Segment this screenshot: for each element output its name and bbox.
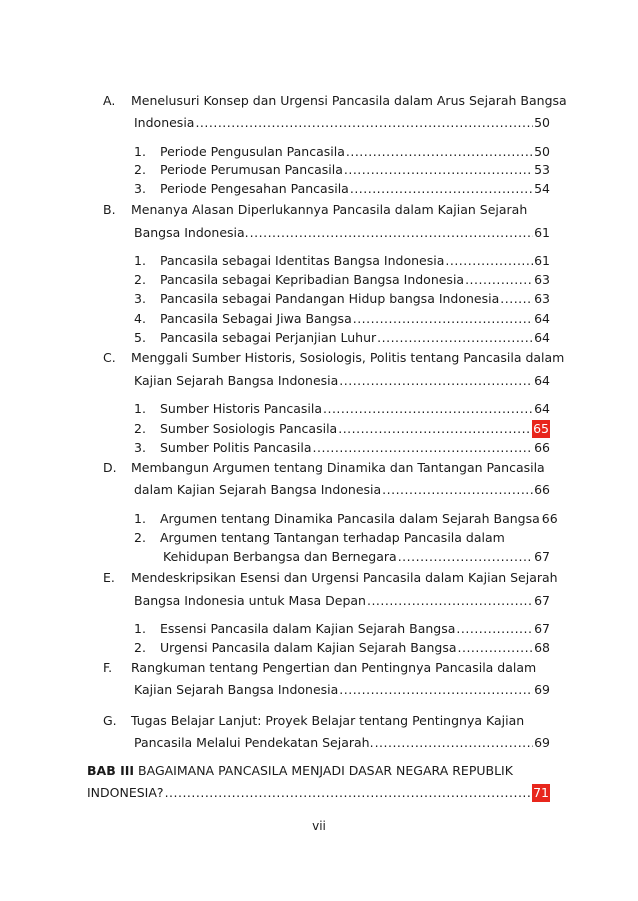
section-title: Mendeskripsikan Esensi dan Urgensi Pancasila dalam Kajian Sejarah xyxy=(131,570,558,585)
entry-text: Kajian Sejarah Bangsa Indonesia xyxy=(134,373,339,388)
page-number: 50 xyxy=(534,115,550,130)
entry-text: Urgensi Pancasila dalam Kajian Sejarah Bangsa xyxy=(160,640,457,655)
section-letter: C. xyxy=(103,350,116,365)
chapter-label: BAB III xyxy=(87,763,135,778)
page-number: 67 xyxy=(534,549,550,564)
entry-text: INDONESIA? xyxy=(87,785,164,800)
item-number: 1. xyxy=(134,144,146,159)
toc-entry[interactable] xyxy=(160,510,558,528)
toc-entry[interactable] xyxy=(87,784,550,802)
page-number: 63 xyxy=(534,272,550,287)
section-letter: A. xyxy=(103,93,116,108)
dot-leader xyxy=(367,592,533,610)
entry-text: Argumen tentang Tantangan terhadap Pancasila dalam xyxy=(160,530,505,545)
dot-leader xyxy=(458,639,534,657)
toc-entry[interactable] xyxy=(160,400,550,418)
entry-text: Sumber Historis Pancasila xyxy=(160,401,323,416)
item-number: 5. xyxy=(134,330,146,345)
item-number: 1. xyxy=(134,621,146,636)
page-footer-number: vii xyxy=(312,819,326,833)
entry-text: Periode Perumusan Pancasila xyxy=(160,162,343,177)
section-letter: G. xyxy=(103,713,117,728)
dot-leader xyxy=(500,290,533,308)
page-number: 67 xyxy=(534,593,550,608)
dot-leader xyxy=(346,143,533,161)
entry-text: Essensi Pancasila dalam Kajian Sejarah Bangsa xyxy=(160,621,456,636)
section-title: Menggali Sumber Historis, Sosiologis, Politis tentang Pancasila dalam xyxy=(131,350,565,365)
item-number: 3. xyxy=(134,291,146,306)
section-title: Menanya Alasan Diperlukannya Pancasila dalam Kajian Sejarah xyxy=(131,202,528,217)
section-title: Rangkuman tentang Pengertian dan Pentingnya Pancasila dalam xyxy=(131,660,537,675)
toc-entry[interactable] xyxy=(160,252,550,270)
dot-leader xyxy=(323,400,533,418)
page-number: 68 xyxy=(534,640,550,655)
item-number: 2. xyxy=(134,272,146,287)
dot-leader xyxy=(344,161,533,179)
dot-leader xyxy=(375,734,534,752)
page-number: 53 xyxy=(534,162,550,177)
dot-leader xyxy=(398,548,533,566)
toc-entry[interactable] xyxy=(160,290,550,308)
section-letter: F. xyxy=(103,660,113,675)
item-number: 1. xyxy=(134,253,146,268)
item-number: 2. xyxy=(134,640,146,655)
item-number: 3. xyxy=(134,440,146,455)
section-title: Tugas Belajar Lanjut: Proyek Belajar tentang Pentingnya Kajian xyxy=(131,713,525,728)
entry-text: Indonesia xyxy=(134,115,195,130)
toc-entry[interactable] xyxy=(160,271,550,289)
toc-entry[interactable] xyxy=(160,180,550,198)
page-number: 61 xyxy=(534,225,550,240)
item-number: 2. xyxy=(134,162,146,177)
section-title: Menelusuri Konsep dan Urgensi Pancasila dalam Arus Sejarah Bangsa xyxy=(131,93,567,108)
entry-text: Pancasila sebagai Identitas Bangsa Indonesia xyxy=(160,253,445,268)
entry-text: dalam Kajian Sejarah Bangsa Indonesia xyxy=(134,482,382,497)
section-title: Membangun Argumen tentang Dinamika dan Tantangan Pancasila xyxy=(131,460,545,475)
page-number: 61 xyxy=(534,253,550,268)
entry-text: Pancasila Melalui Pendekatan Sejarah. xyxy=(134,735,374,750)
page-number: 64 xyxy=(534,330,550,345)
entry-text: Kajian Sejarah Bangsa Indonesia xyxy=(134,682,339,697)
page-number: 63 xyxy=(534,291,550,306)
dot-leader xyxy=(339,372,533,390)
entry-text: Argumen tentang Dinamika Pancasila dalam Sejarah Bangsa xyxy=(160,511,540,526)
dot-leader xyxy=(339,681,533,699)
page-number: 64 xyxy=(534,401,550,416)
toc-entry[interactable] xyxy=(134,481,550,499)
chapter-heading xyxy=(87,762,513,780)
toc-entry[interactable] xyxy=(160,639,550,657)
toc-entry[interactable] xyxy=(134,224,550,242)
dot-leader xyxy=(445,252,533,270)
page-number: 66 xyxy=(534,482,550,497)
toc-entry[interactable] xyxy=(134,592,550,610)
dot-leader xyxy=(338,420,531,438)
entry-text: Bangsa Indonesia untuk Masa Depan xyxy=(134,593,366,608)
item-number: 2. xyxy=(134,421,146,436)
entry-text: Bangsa Indonesia. xyxy=(134,225,249,240)
toc-entry[interactable] xyxy=(160,329,550,347)
page-number-highlighted: 71 xyxy=(533,785,549,800)
dot-leader xyxy=(250,224,533,242)
toc-entry[interactable] xyxy=(160,620,550,638)
chapter-title: BAGAIMANA PANCASILA MENJADI DASAR NEGARA REPUBLIK xyxy=(138,763,513,778)
dot-leader xyxy=(195,114,533,132)
toc-entry[interactable] xyxy=(134,372,550,390)
page-number: 69 xyxy=(534,735,550,750)
page-number: 50 xyxy=(534,144,550,159)
toc-entry[interactable] xyxy=(160,143,550,161)
page-number: 66 xyxy=(534,440,550,455)
page-number: 64 xyxy=(534,311,550,326)
item-number: 3. xyxy=(134,181,146,196)
dot-leader xyxy=(313,439,534,457)
toc-entry[interactable] xyxy=(160,310,550,328)
toc-entry[interactable] xyxy=(134,114,550,132)
toc-entry[interactable] xyxy=(160,420,550,438)
dot-leader xyxy=(353,310,533,328)
entry-text: Sumber Sosiologis Pancasila xyxy=(160,421,338,436)
section-letter: E. xyxy=(103,570,115,585)
entry-text: Periode Pengusulan Pancasila xyxy=(160,144,345,159)
page-number: 66 xyxy=(541,511,558,526)
page-number: 67 xyxy=(534,621,550,636)
dot-leader xyxy=(377,329,533,347)
section-letter: B. xyxy=(103,202,116,217)
entry-text: Pancasila sebagai Pandangan Hidup bangsa Indonesia xyxy=(160,291,500,306)
toc-entry[interactable] xyxy=(160,161,550,179)
entry-text: Sumber Politis Pancasila xyxy=(160,440,312,455)
section-letter: D. xyxy=(103,460,117,475)
entry-text: Pancasila Sebagai Jiwa Bangsa xyxy=(160,311,352,326)
toc-entry[interactable] xyxy=(134,681,550,699)
entry-text: Pancasila sebagai Perjanjian Luhur xyxy=(160,330,377,345)
page-number: 69 xyxy=(534,682,550,697)
entry-text: Pancasila sebagai Kepribadian Bangsa Indonesia xyxy=(160,272,465,287)
page-number: 64 xyxy=(534,373,550,388)
entry-text: Periode Pengesahan Pancasila xyxy=(160,181,349,196)
dot-leader xyxy=(456,620,533,638)
item-number: 1. xyxy=(134,511,146,526)
page-number-highlighted: 65 xyxy=(533,421,549,436)
page-number: 54 xyxy=(534,181,550,196)
dot-leader xyxy=(350,180,533,198)
dot-leader xyxy=(382,481,533,499)
toc-entry[interactable] xyxy=(134,734,550,752)
dot-leader xyxy=(465,271,533,289)
item-number: 2. xyxy=(134,530,146,545)
toc-entry[interactable] xyxy=(163,548,550,566)
toc-entry[interactable] xyxy=(160,439,550,457)
item-number: 1. xyxy=(134,401,146,416)
entry-text: Kehidupan Berbangsa dan Bernegara xyxy=(163,549,397,564)
dot-leader xyxy=(165,784,532,802)
item-number: 4. xyxy=(134,311,146,326)
